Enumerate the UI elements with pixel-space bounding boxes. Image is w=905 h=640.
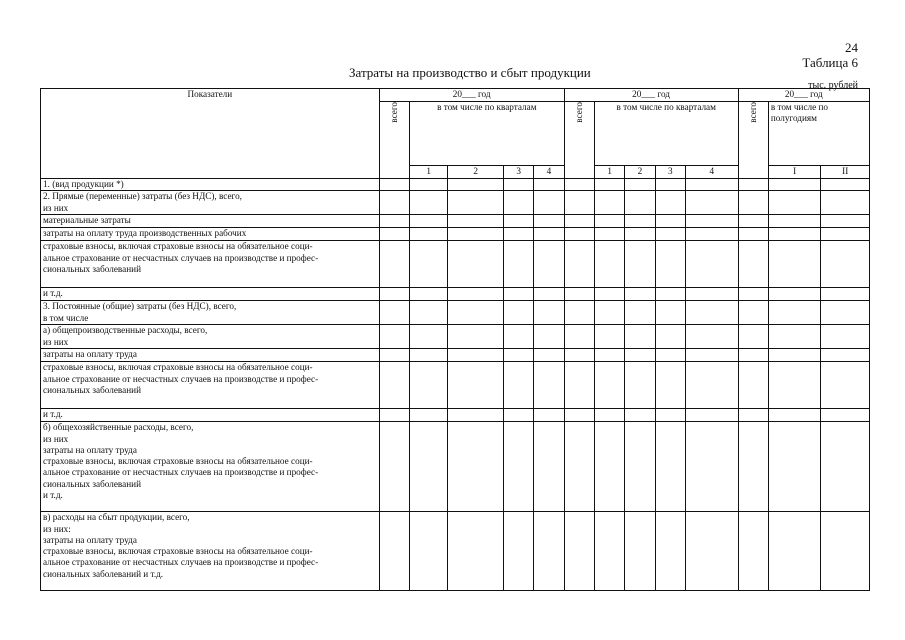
value-cell[interactable] (625, 349, 655, 362)
y2-q4-header: 4 (685, 166, 738, 179)
value-cell[interactable] (503, 179, 533, 191)
value-cell[interactable] (768, 241, 821, 288)
value-cell[interactable] (564, 325, 594, 349)
value-cell[interactable] (594, 325, 624, 349)
value-cell[interactable] (821, 241, 870, 288)
row-label-line: сиональных заболеваний и т.д. (43, 568, 164, 579)
value-cell[interactable] (534, 349, 564, 362)
value-cell[interactable] (379, 179, 409, 191)
value-cell[interactable] (409, 288, 447, 301)
value-cell[interactable] (768, 191, 821, 215)
value-cell[interactable] (448, 191, 504, 215)
row-label-line: в том числе (43, 312, 89, 323)
value-cell[interactable] (503, 191, 533, 215)
value-cell[interactable] (685, 228, 738, 241)
value-cell[interactable] (738, 349, 768, 362)
value-cell[interactable] (448, 325, 504, 349)
value-cell[interactable] (448, 228, 504, 241)
value-cell[interactable] (503, 241, 533, 288)
value-cell[interactable] (821, 179, 870, 191)
value-cell[interactable] (655, 422, 685, 512)
value-cell[interactable] (738, 362, 768, 409)
value-cell[interactable] (655, 349, 685, 362)
value-cell[interactable] (655, 179, 685, 191)
row-label-line: и т.д. (43, 490, 63, 501)
value-cell[interactable] (409, 409, 447, 422)
value-cell[interactable] (448, 512, 504, 591)
value-cell[interactable] (503, 349, 533, 362)
value-cell[interactable] (379, 288, 409, 301)
indicators-header: Показатели (41, 89, 380, 179)
value-cell[interactable] (564, 422, 594, 512)
y2-q3-header: 3 (655, 166, 685, 179)
value-cell[interactable] (448, 301, 504, 325)
year-2-total-header: всего (564, 102, 594, 179)
y2-q1-header: 1 (594, 166, 624, 179)
value-cell[interactable] (534, 191, 564, 215)
value-cell[interactable] (594, 215, 624, 228)
table-row (41, 422, 870, 512)
table-row (41, 215, 870, 228)
value-cell[interactable] (738, 301, 768, 325)
table-row (41, 512, 870, 591)
value-cell[interactable] (503, 301, 533, 325)
value-cell[interactable] (409, 191, 447, 215)
value-cell[interactable] (768, 422, 821, 512)
row-label-line: материальные затраты (43, 215, 131, 226)
row-label (41, 288, 380, 301)
value-cell[interactable] (625, 179, 655, 191)
y3-h2-header: II (821, 166, 870, 179)
value-cell[interactable] (564, 228, 594, 241)
row-label-line: альное страхование от несчастных случаев на производстве и профес- (43, 557, 319, 568)
value-cell[interactable] (379, 191, 409, 215)
value-cell[interactable] (685, 301, 738, 325)
value-cell[interactable] (738, 325, 768, 349)
value-cell[interactable] (685, 325, 738, 349)
value-cell[interactable] (738, 191, 768, 215)
table-row (41, 191, 870, 215)
value-cell[interactable] (534, 288, 564, 301)
value-cell[interactable] (685, 288, 738, 301)
value-cell[interactable] (379, 362, 409, 409)
value-cell[interactable] (503, 362, 533, 409)
value-cell[interactable] (594, 409, 624, 422)
row-label-line: страховые взносы, включая страховые взносы на обязательное соци- (43, 362, 313, 373)
value-cell[interactable] (821, 301, 870, 325)
value-cell[interactable] (379, 325, 409, 349)
year-1-quarters-header: в том числе по кварталам (409, 102, 564, 166)
value-cell[interactable] (564, 191, 594, 215)
value-cell[interactable] (564, 241, 594, 288)
value-cell[interactable] (685, 215, 738, 228)
value-cell[interactable] (821, 512, 870, 591)
value-cell[interactable] (768, 362, 821, 409)
value-cell[interactable] (821, 349, 870, 362)
table-row (41, 409, 870, 422)
row-label-line: из них: (43, 523, 71, 534)
year-3-halves-header: в том числе по полугодиям (768, 102, 869, 166)
value-cell[interactable] (503, 288, 533, 301)
value-cell[interactable] (594, 191, 624, 215)
value-cell[interactable] (409, 422, 447, 512)
row-label-line: в) расходы на сбыт продукции, всего, (43, 512, 190, 523)
value-cell[interactable] (409, 179, 447, 191)
header-row-years (41, 89, 870, 102)
value-cell[interactable] (625, 241, 655, 288)
row-label-line: страховые взносы, включая страховые взносы на обязательное соци- (43, 456, 313, 467)
value-cell[interactable] (655, 228, 685, 241)
value-cell[interactable] (564, 349, 594, 362)
row-label (41, 301, 380, 325)
y1-q3-header: 3 (503, 166, 533, 179)
value-cell[interactable] (379, 409, 409, 422)
row-label-line: альное страхование от несчастных случаев на производстве и профес- (43, 252, 319, 263)
value-cell[interactable] (503, 422, 533, 512)
value-cell[interactable] (379, 228, 409, 241)
table-row (41, 301, 870, 325)
value-cell[interactable] (409, 512, 447, 591)
row-label-line: 3. Постоянные (общие) затраты (без НДС), всего, (43, 301, 237, 312)
row-label-line: из них (43, 433, 69, 444)
value-cell[interactable] (768, 179, 821, 191)
value-cell[interactable] (534, 215, 564, 228)
row-label-line: затраты на оплату труда производственных рабочих (43, 228, 247, 239)
value-cell[interactable] (448, 179, 504, 191)
value-cell[interactable] (564, 362, 594, 409)
value-cell[interactable] (655, 191, 685, 215)
y1-q2-header: 2 (448, 166, 504, 179)
value-cell[interactable] (379, 215, 409, 228)
value-cell[interactable] (564, 288, 594, 301)
value-cell[interactable] (625, 288, 655, 301)
row-label (41, 422, 380, 512)
table-label: Таблица 6 (802, 55, 858, 70)
value-cell[interactable] (448, 362, 504, 409)
value-cell[interactable] (821, 228, 870, 241)
value-cell[interactable] (738, 409, 768, 422)
row-label (41, 241, 380, 288)
value-cell[interactable] (594, 422, 624, 512)
value-cell[interactable] (409, 228, 447, 241)
value-cell[interactable] (768, 301, 821, 325)
row-label (41, 409, 380, 422)
row-label (41, 362, 380, 409)
row-label (41, 228, 380, 241)
value-cell[interactable] (564, 301, 594, 325)
value-cell[interactable] (448, 288, 504, 301)
value-cell[interactable] (655, 512, 685, 591)
value-cell[interactable] (448, 241, 504, 288)
table-title: Затраты на производство и сбыт продукции (349, 65, 591, 80)
value-cell[interactable] (564, 409, 594, 422)
value-cell[interactable] (738, 179, 768, 191)
value-cell[interactable] (821, 362, 870, 409)
units-label: тыс. рублей (808, 80, 858, 91)
value-cell[interactable] (379, 301, 409, 325)
value-cell[interactable] (625, 301, 655, 325)
value-cell[interactable] (768, 512, 821, 591)
row-label-line: сиональных заболеваний (43, 263, 141, 274)
value-cell[interactable] (655, 301, 685, 325)
table-row (41, 179, 870, 191)
row-label-line: альное страхование от несчастных случаев на производстве и профес- (43, 373, 319, 384)
row-label-line: сиональных заболеваний (43, 478, 141, 489)
value-cell[interactable] (685, 191, 738, 215)
value-cell[interactable] (409, 241, 447, 288)
value-cell[interactable] (821, 191, 870, 215)
value-cell[interactable] (655, 215, 685, 228)
value-cell[interactable] (768, 215, 821, 228)
value-cell[interactable] (503, 215, 533, 228)
value-cell[interactable] (564, 512, 594, 591)
value-cell[interactable] (685, 241, 738, 288)
row-label-line: страховые взносы, включая страховые взносы на обязательное соци- (43, 241, 313, 252)
costs-table (40, 88, 870, 591)
value-cell[interactable] (768, 325, 821, 349)
value-cell[interactable] (738, 422, 768, 512)
row-label (41, 191, 380, 215)
value-cell[interactable] (409, 349, 447, 362)
value-cell[interactable] (768, 409, 821, 422)
year-2-header: 20___ год (564, 89, 738, 102)
value-cell[interactable] (594, 512, 624, 591)
value-cell[interactable] (625, 422, 655, 512)
value-cell[interactable] (655, 288, 685, 301)
value-cell[interactable] (594, 241, 624, 288)
value-cell[interactable] (821, 325, 870, 349)
table-row (41, 349, 870, 362)
value-cell[interactable] (821, 288, 870, 301)
value-cell[interactable] (448, 409, 504, 422)
value-cell[interactable] (534, 362, 564, 409)
value-cell[interactable] (625, 191, 655, 215)
year-1-header: 20___ год (379, 89, 564, 102)
value-cell[interactable] (685, 349, 738, 362)
value-cell[interactable] (534, 512, 564, 591)
value-cell[interactable] (448, 349, 504, 362)
value-cell[interactable] (625, 325, 655, 349)
year-3-header: 20___ год (738, 89, 869, 102)
value-cell[interactable] (534, 422, 564, 512)
value-cell[interactable] (821, 215, 870, 228)
row-label-line: и т.д. (43, 409, 63, 420)
value-cell[interactable] (821, 422, 870, 512)
value-cell[interactable] (655, 241, 685, 288)
value-cell[interactable] (409, 301, 447, 325)
row-label (41, 215, 380, 228)
value-cell[interactable] (655, 325, 685, 349)
row-label-line: 1. (вид продукции *) (43, 179, 124, 189)
value-cell[interactable] (821, 409, 870, 422)
value-cell[interactable] (594, 301, 624, 325)
value-cell[interactable] (738, 241, 768, 288)
value-cell[interactable] (534, 228, 564, 241)
value-cell[interactable] (503, 325, 533, 349)
value-cell[interactable] (564, 215, 594, 228)
value-cell[interactable] (625, 228, 655, 241)
value-cell[interactable] (594, 349, 624, 362)
value-cell[interactable] (534, 409, 564, 422)
value-cell[interactable] (625, 215, 655, 228)
value-cell[interactable] (738, 215, 768, 228)
value-cell[interactable] (738, 228, 768, 241)
y2-q2-header: 2 (625, 166, 655, 179)
value-cell[interactable] (625, 362, 655, 409)
table-row (41, 241, 870, 288)
value-cell[interactable] (655, 409, 685, 422)
year-2-quarters-header: в том числе по кварталам (594, 102, 738, 166)
table-row (41, 362, 870, 409)
value-cell[interactable] (655, 362, 685, 409)
value-cell[interactable] (503, 228, 533, 241)
value-cell[interactable] (685, 362, 738, 409)
row-label-line: 2. Прямые (переменные) затраты (без НДС), всего, (43, 191, 242, 202)
value-cell[interactable] (685, 409, 738, 422)
value-cell[interactable] (594, 228, 624, 241)
year-3-total-header: всего (738, 102, 768, 179)
row-label-line: затраты на оплату труда (43, 534, 137, 545)
value-cell[interactable] (503, 512, 533, 591)
value-cell[interactable] (768, 288, 821, 301)
row-label-line: сиональных заболеваний (43, 384, 141, 395)
y3-h1-header: I (768, 166, 821, 179)
value-cell[interactable] (379, 422, 409, 512)
value-cell[interactable] (625, 512, 655, 591)
value-cell[interactable] (503, 409, 533, 422)
value-cell[interactable] (685, 422, 738, 512)
value-cell[interactable] (534, 301, 564, 325)
row-label (41, 179, 380, 191)
year-1-total-header: всего (379, 102, 409, 179)
row-label-line: а) общепроизводственные расходы, всего, (43, 325, 208, 336)
value-cell[interactable] (409, 215, 447, 228)
value-cell[interactable] (594, 288, 624, 301)
value-cell[interactable] (379, 512, 409, 591)
value-cell[interactable] (379, 241, 409, 288)
value-cell[interactable] (534, 325, 564, 349)
value-cell[interactable] (768, 228, 821, 241)
row-label-line: б) общехозяйственные расходы, всего, (43, 422, 194, 433)
value-cell[interactable] (534, 179, 564, 191)
table-row (41, 228, 870, 241)
value-cell[interactable] (685, 179, 738, 191)
row-label (41, 325, 380, 349)
table-row (41, 288, 870, 301)
value-cell[interactable] (409, 325, 447, 349)
row-label-line: из них (43, 336, 69, 347)
y1-q4-header: 4 (534, 166, 564, 179)
table-row (41, 325, 870, 349)
row-label-line: затраты на оплату труда (43, 444, 137, 455)
value-cell[interactable] (379, 349, 409, 362)
value-cell[interactable] (564, 179, 594, 191)
row-label (41, 349, 380, 362)
row-label-line: из них (43, 202, 69, 213)
value-cell[interactable] (685, 512, 738, 591)
value-cell[interactable] (534, 241, 564, 288)
row-label-line: и т.д. (43, 288, 63, 299)
row-label-line: затраты на оплату труда (43, 349, 137, 360)
value-cell[interactable] (594, 179, 624, 191)
value-cell[interactable] (594, 362, 624, 409)
row-label-line: альное страхование от несчастных случаев на производстве и профес- (43, 467, 319, 478)
value-cell[interactable] (738, 512, 768, 591)
y1-q1-header: 1 (409, 166, 447, 179)
value-cell[interactable] (738, 288, 768, 301)
value-cell[interactable] (625, 409, 655, 422)
value-cell[interactable] (448, 215, 504, 228)
value-cell[interactable] (409, 362, 447, 409)
value-cell[interactable] (448, 422, 504, 512)
page-number: 24 (845, 40, 858, 55)
value-cell[interactable] (768, 349, 821, 362)
row-label (41, 512, 380, 591)
row-label-line: страховые взносы, включая страховые взносы на обязательное соци- (43, 546, 313, 557)
